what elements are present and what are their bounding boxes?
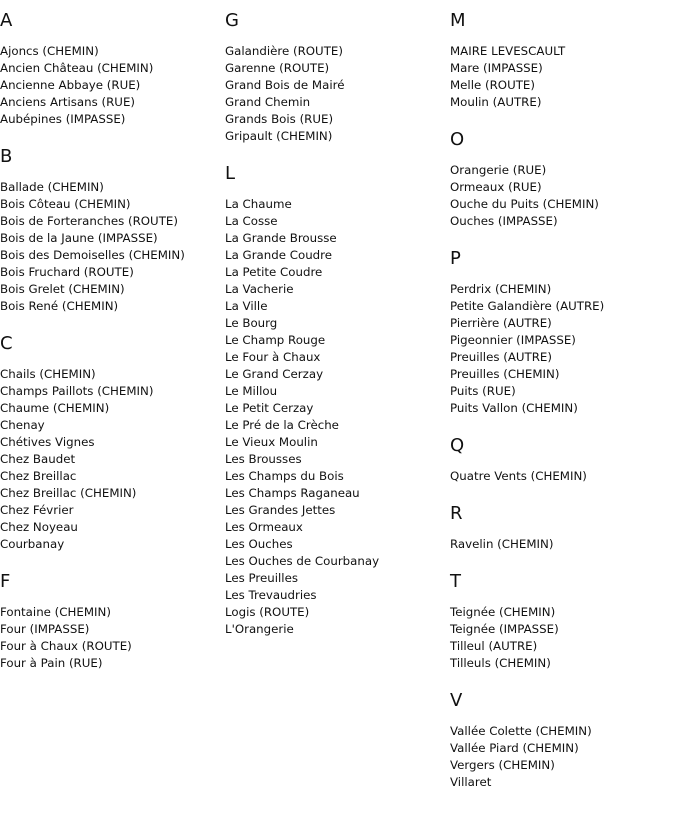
street-entry: Quatre Vents (CHEMIN): [450, 469, 587, 483]
street-entry: Bois Fruchard (ROUTE): [0, 265, 134, 279]
street-entry: Four à Pain (RUE): [0, 656, 103, 670]
letter-section: [450, 248, 675, 417]
street-entry: Les Trevaudries: [225, 588, 317, 602]
street-entry: Le Pré de la Crèche: [225, 418, 339, 432]
street-entry: Petite Galandière (AUTRE): [450, 299, 605, 313]
street-entry: Le Champ Rouge: [225, 333, 326, 347]
street-list: [225, 43, 450, 145]
street-entry: Bois René (CHEMIN): [0, 299, 119, 313]
street-entry: La Ville: [225, 299, 268, 313]
street-list: [225, 196, 450, 638]
street-list: [0, 43, 225, 128]
street-entry: Grand Bois de Mairé: [225, 78, 345, 92]
letter-section: [450, 129, 675, 230]
street-entry: La Vacherie: [225, 282, 294, 296]
street-entry: Grands Bois (RUE): [225, 112, 334, 126]
street-entry: Four à Chaux (ROUTE): [0, 639, 132, 653]
street-entry: Ravelin (CHEMIN): [450, 537, 554, 551]
street-entry: MAIRE LEVESCAULT: [450, 44, 566, 58]
street-entry: Bois Grelet (CHEMIN): [0, 282, 125, 296]
street-entry: Le Bourg: [225, 316, 278, 330]
street-entry: Le Vieux Moulin: [225, 435, 318, 449]
street-entry: Vallée Colette (CHEMIN): [450, 724, 592, 738]
street-entry: Bois de Forteranches (ROUTE): [0, 214, 178, 228]
street-entry: Les Grandes Jettes: [225, 503, 336, 517]
letter-section: [0, 146, 225, 315]
street-entry: Bois des Demoiselles (CHEMIN): [0, 248, 185, 262]
section-letter-heading: P: [450, 248, 461, 269]
street-entry: Bois Côteau (CHEMIN): [0, 197, 131, 211]
column-3: [450, 10, 675, 809]
street-entry: Les Ormeaux: [225, 520, 303, 534]
street-entry: Puits (RUE): [450, 384, 516, 398]
street-entry: Pierrière (AUTRE): [450, 316, 552, 330]
street-entry: Chez Février: [0, 503, 74, 517]
street-entry: Courbanay: [0, 537, 65, 551]
section-letter-heading: G: [225, 10, 239, 31]
street-entry: Ballade (CHEMIN): [0, 180, 104, 194]
street-entry: La Grande Coudre: [225, 248, 333, 262]
street-entry: Bois de la Jaune (IMPASSE): [0, 231, 158, 245]
section-letter-heading: M: [450, 10, 466, 31]
street-entry: La Cosse: [225, 214, 278, 228]
column-1: [0, 10, 225, 690]
street-entry: Chez Breillac: [0, 469, 77, 483]
street-entry: Chenay: [0, 418, 45, 432]
street-entry: Mare (IMPASSE): [450, 61, 543, 75]
street-entry: Vallée Piard (CHEMIN): [450, 741, 579, 755]
street-entry: La Chaume: [225, 197, 292, 211]
street-list: [0, 604, 225, 672]
column-2: [225, 10, 450, 656]
street-list: [450, 723, 675, 791]
street-list: [0, 366, 225, 553]
section-letter-heading: O: [450, 129, 465, 150]
street-entry: Perdrix (CHEMIN): [450, 282, 552, 296]
street-entry: Aubépines (IMPASSE): [0, 112, 126, 126]
section-letter-heading: Q: [450, 435, 465, 456]
street-entry: La Grande Brousse: [225, 231, 337, 245]
street-entry: Chétives Vignes: [0, 435, 95, 449]
street-entry: Les Brousses: [225, 452, 302, 466]
street-entry: Champs Paillots (CHEMIN): [0, 384, 154, 398]
street-entry: Pigeonnier (IMPASSE): [450, 333, 576, 347]
street-entry: Anciens Artisans (RUE): [0, 95, 136, 109]
street-list: [450, 468, 675, 485]
street-entry: Preuilles (AUTRE): [450, 350, 552, 364]
street-entry: Gripault (CHEMIN): [225, 129, 333, 143]
street-entry: Les Ouches de Courbanay: [225, 554, 380, 568]
street-entry: Logis (ROUTE): [225, 605, 310, 619]
street-entry: Le Millou: [225, 384, 278, 398]
street-entry: Ancienne Abbaye (RUE): [0, 78, 141, 92]
street-entry: Les Champs Raganeau: [225, 486, 360, 500]
street-entry: Les Ouches: [225, 537, 293, 551]
letter-section: [450, 571, 675, 672]
street-entry: Fontaine (CHEMIN): [0, 605, 111, 619]
letter-section: [450, 10, 675, 111]
street-entry: Ouches (IMPASSE): [450, 214, 558, 228]
street-list: [450, 604, 675, 672]
section-letter-heading: L: [225, 163, 236, 184]
section-letter-heading: R: [450, 503, 463, 524]
street-entry: Galandière (ROUTE): [225, 44, 343, 58]
street-entry: Les Preuilles: [225, 571, 298, 585]
street-list: [450, 536, 675, 553]
letter-section: [225, 163, 450, 638]
street-list: [450, 281, 675, 417]
letter-section: [0, 571, 225, 672]
street-entry: Grand Chemin: [225, 95, 311, 109]
section-letter-heading: A: [0, 10, 13, 31]
street-list: [0, 179, 225, 315]
street-entry: Le Petit Cerzay: [225, 401, 314, 415]
street-entry: Tilleul (AUTRE): [450, 639, 538, 653]
section-letter-heading: V: [450, 690, 463, 711]
street-entry: Chez Noyeau: [0, 520, 78, 534]
section-letter-heading: C: [0, 333, 13, 354]
street-entry: Moulin (AUTRE): [450, 95, 542, 109]
street-entry: Le Four à Chaux: [225, 350, 321, 364]
street-entry: Teignée (CHEMIN): [450, 605, 556, 619]
section-letter-heading: F: [0, 571, 11, 592]
street-list: [450, 43, 675, 111]
street-entry: Ormeaux (RUE): [450, 180, 542, 194]
letter-section: [450, 503, 675, 553]
street-entry: Melle (ROUTE): [450, 78, 535, 92]
street-entry: Chaume (CHEMIN): [0, 401, 110, 415]
letter-section: [0, 333, 225, 553]
street-entry: Garenne (ROUTE): [225, 61, 330, 75]
street-list: [450, 162, 675, 230]
street-entry: L'Orangerie: [225, 622, 294, 636]
street-entry: Chails (CHEMIN): [0, 367, 96, 381]
street-entry: Orangerie (RUE): [450, 163, 547, 177]
street-entry: Chez Baudet: [0, 452, 76, 466]
letter-section: [450, 690, 675, 791]
section-letter-heading: B: [0, 146, 13, 167]
letter-section: [0, 10, 225, 128]
street-entry: Le Grand Cerzay: [225, 367, 324, 381]
street-entry: Four (IMPASSE): [0, 622, 90, 636]
street-entry: Tilleuls (CHEMIN): [450, 656, 551, 670]
street-entry: Puits Vallon (CHEMIN): [450, 401, 578, 415]
street-entry: Vergers (CHEMIN): [450, 758, 555, 772]
street-entry: Ouche du Puits (CHEMIN): [450, 197, 599, 211]
street-entry: Chez Breillac (CHEMIN): [0, 486, 137, 500]
letter-section: [225, 10, 450, 145]
street-entry: Ajoncs (CHEMIN): [0, 44, 99, 58]
street-entry: La Petite Coudre: [225, 265, 323, 279]
letter-section: [450, 435, 675, 485]
street-entry: Les Champs du Bois: [225, 469, 344, 483]
street-entry: Ancien Château (CHEMIN): [0, 61, 154, 75]
section-letter-heading: T: [450, 571, 461, 592]
street-entry: Villaret: [450, 775, 492, 789]
street-entry: Teignée (IMPASSE): [450, 622, 559, 636]
street-entry: Preuilles (CHEMIN): [450, 367, 560, 381]
